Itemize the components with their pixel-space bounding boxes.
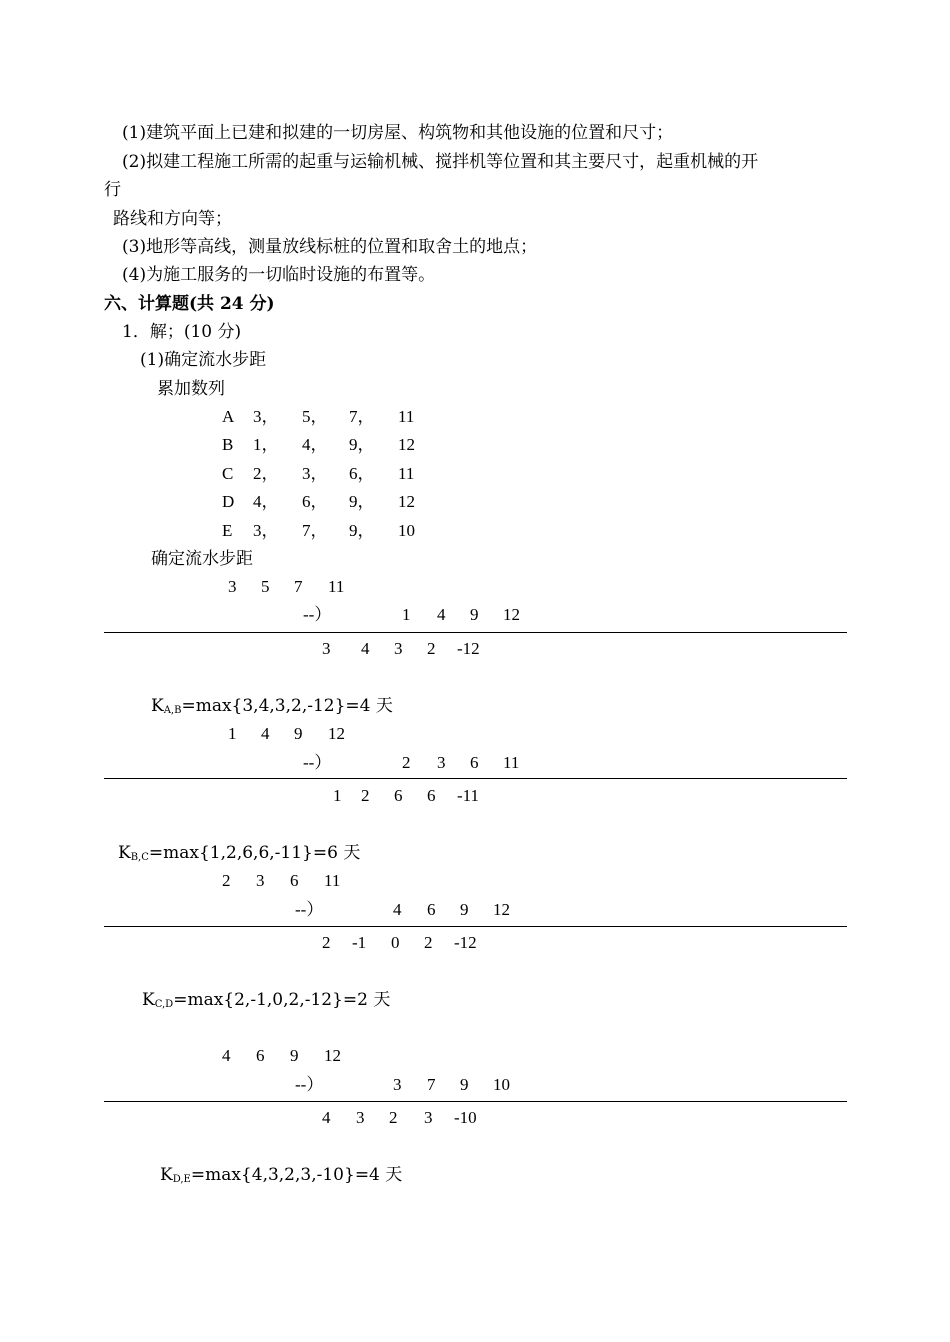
minus-operator: --） xyxy=(303,605,332,624)
subtrahend-value: 2 xyxy=(402,753,411,772)
subtrahend-value: 9 xyxy=(460,1075,469,1094)
sequence-value: 10 xyxy=(398,521,415,540)
sequence-value: 3， xyxy=(253,407,279,426)
difference-value: 3 xyxy=(424,1108,433,1127)
question-1-heading: 1．解；(10 分) xyxy=(122,322,242,342)
difference-value: 2 xyxy=(424,933,433,952)
subtrahend-value: 7 xyxy=(427,1075,436,1094)
sequence-label: E xyxy=(222,521,233,540)
sequence-value: 4， xyxy=(302,435,328,454)
subtrahend-value: 9 xyxy=(470,605,479,624)
item-2-text: (2)拟建工程施工所需的起重与运输机械、搅拌机等位置和其主要尺寸，起重机械的开 xyxy=(122,152,759,172)
difference-value: 6 xyxy=(394,786,403,805)
k-expression: =max{1,2,6,6,-11}=6 天 xyxy=(148,843,361,863)
sequence-value: 1， xyxy=(253,435,279,454)
subtrahend-value: 3 xyxy=(437,753,446,772)
sequence-label: A xyxy=(222,407,235,426)
minuend-value: 9 xyxy=(294,724,303,743)
sequence-value: 11 xyxy=(398,464,415,483)
subtraction-rule xyxy=(104,1101,847,1102)
difference-value: 4 xyxy=(361,639,370,658)
difference-value: -12 xyxy=(457,639,480,658)
minuend-value: 9 xyxy=(290,1046,299,1065)
difference-value: 1 xyxy=(333,786,342,805)
subtrahend-value: 11 xyxy=(503,753,520,772)
difference-value: -11 xyxy=(457,786,480,805)
step-1-heading: (1)确定流水步距 xyxy=(140,350,267,370)
minuend-value: 3 xyxy=(256,871,265,890)
sequence-value: 7， xyxy=(302,521,328,540)
difference-value: 3 xyxy=(394,639,403,658)
minuend-value: 6 xyxy=(256,1046,265,1065)
sequence-label: D xyxy=(222,492,235,511)
difference-value: -1 xyxy=(352,933,367,952)
item-3-text: (3)地形等高线，测量放线标桩的位置和取舍土的地点； xyxy=(122,237,538,257)
step-distance-formula xyxy=(160,1164,402,1191)
k-expression: =max{2,-1,0,2,-12}=2 天 xyxy=(173,990,391,1010)
difference-value: 4 xyxy=(322,1108,331,1127)
subtrahend-value: 12 xyxy=(503,605,520,624)
k-subscript: B,C xyxy=(130,852,149,863)
sequence-value: 2， xyxy=(253,464,279,483)
minuend-value: 1 xyxy=(228,724,237,743)
sequence-value: 5， xyxy=(302,407,328,426)
subtrahend-value: 12 xyxy=(493,900,510,919)
step-distance-formula xyxy=(118,842,360,869)
subtrahend-value: 6 xyxy=(470,753,479,772)
difference-value: 2 xyxy=(322,933,331,952)
minus-operator: --） xyxy=(303,753,332,772)
item-4-text: (4)为施工服务的一切临时设施的布置等。 xyxy=(122,265,436,285)
sequence-value: 9， xyxy=(349,492,375,511)
difference-value: 3 xyxy=(356,1108,365,1127)
k-expression: =max{4,3,2,3,-10}=4 天 xyxy=(190,1165,403,1185)
item-2-wrap: 行 xyxy=(104,180,121,200)
item-2-continuation: 路线和方向等； xyxy=(113,209,232,229)
sequence-value: 9， xyxy=(349,521,375,540)
minuend-value: 12 xyxy=(328,724,345,743)
difference-value: 3 xyxy=(322,639,331,658)
subtraction-rule xyxy=(104,926,847,927)
minuend-value: 2 xyxy=(222,871,231,890)
determine-step-label: 确定流水步距 xyxy=(151,549,253,569)
minuend-value: 12 xyxy=(324,1046,341,1065)
sequence-value: 6， xyxy=(302,492,328,511)
subtraction-rule xyxy=(104,632,847,633)
step-distance-formula xyxy=(142,989,390,1016)
difference-value: 2 xyxy=(361,786,370,805)
minuend-value: 11 xyxy=(324,871,341,890)
subtrahend-value: 4 xyxy=(393,900,402,919)
minuend-value: 5 xyxy=(261,577,270,596)
minuend-value: 11 xyxy=(328,577,345,596)
difference-value: 0 xyxy=(391,933,400,952)
section-heading: 六、计算题(共 24 分) xyxy=(104,294,275,314)
sequence-value: 12 xyxy=(398,492,415,511)
subtrahend-value: 6 xyxy=(427,900,436,919)
k-symbol: K xyxy=(118,843,131,863)
difference-value: 2 xyxy=(427,639,436,658)
minuend-value: 4 xyxy=(261,724,270,743)
sequence-value: 4， xyxy=(253,492,279,511)
difference-value: -10 xyxy=(454,1108,477,1127)
k-subscript: A,B xyxy=(163,705,182,716)
minuend-value: 4 xyxy=(222,1046,231,1065)
k-subscript: C,D xyxy=(154,999,174,1010)
k-subscript: D,E xyxy=(172,1174,191,1185)
k-expression: =max{3,4,3,2,-12}=4 天 xyxy=(181,696,393,716)
subtrahend-value: 9 xyxy=(460,900,469,919)
minuend-value: 3 xyxy=(228,577,237,596)
sequence-label: C xyxy=(222,464,234,483)
difference-value: -12 xyxy=(454,933,477,952)
minus-operator: --） xyxy=(295,900,324,919)
sequence-value: 9， xyxy=(349,435,375,454)
subtrahend-value: 10 xyxy=(493,1075,510,1094)
subtraction-rule xyxy=(104,778,847,779)
sequence-value: 12 xyxy=(398,435,415,454)
sequence-label: B xyxy=(222,435,234,454)
minuend-value: 6 xyxy=(290,871,299,890)
item-1-text: (1)建筑平面上已建和拟建的一切房屋、构筑物和其他设施的位置和尺寸； xyxy=(122,123,674,143)
step-distance-formula xyxy=(151,695,393,722)
sequence-value: 7， xyxy=(349,407,375,426)
sequence-value: 11 xyxy=(398,407,415,426)
sequence-value: 3， xyxy=(302,464,328,483)
k-symbol: K xyxy=(151,696,164,716)
sequence-value: 6， xyxy=(349,464,375,483)
subtrahend-value: 1 xyxy=(402,605,411,624)
k-symbol: K xyxy=(160,1165,173,1185)
subtrahend-value: 4 xyxy=(437,605,446,624)
minuend-value: 7 xyxy=(294,577,303,596)
k-symbol: K xyxy=(142,990,155,1010)
cumulative-label: 累加数列 xyxy=(157,379,225,399)
difference-value: 6 xyxy=(427,786,436,805)
sequence-value: 3， xyxy=(253,521,279,540)
subtrahend-value: 3 xyxy=(393,1075,402,1094)
minus-operator: --） xyxy=(295,1075,324,1094)
difference-value: 2 xyxy=(389,1108,398,1127)
